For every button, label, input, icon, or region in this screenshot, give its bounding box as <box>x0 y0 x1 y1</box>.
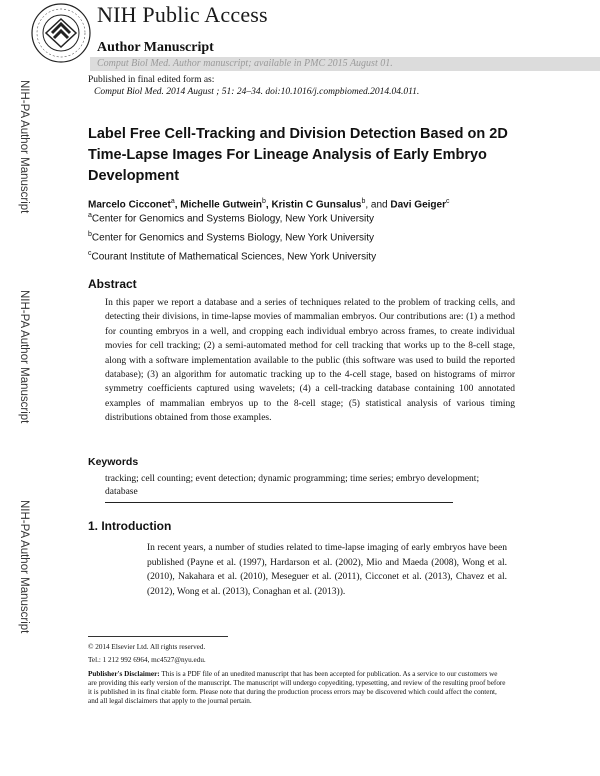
disclaimer-label: Publisher's Disclaimer: <box>88 670 160 678</box>
author-name: Marcelo Cicconet <box>88 199 171 211</box>
side-label-middle: NIH-PA Author Manuscript <box>18 290 30 424</box>
author-sup: c <box>445 198 450 205</box>
side-label-bottom: NIH-PA Author Manuscript <box>18 500 30 634</box>
affiliation-text: Center for Genomics and Systems Biology, New York University <box>91 232 375 244</box>
affiliation-sup: b <box>88 231 92 238</box>
author-sup: b <box>261 198 266 205</box>
author-separator: , and <box>365 199 391 211</box>
introduction-heading: 1. Introduction <box>88 519 172 533</box>
affiliation-a <box>88 212 374 224</box>
citation-text: Comput Biol Med. 2014 August ; 51: 24–34. doi:10.1016/j.compbiomed.2014.04.011. <box>94 87 420 97</box>
abstract-heading: Abstract <box>88 277 137 291</box>
author-separator: , <box>265 199 272 211</box>
author-sup: a <box>170 198 175 205</box>
affiliation-text: Courant Institute of Mathematical Sciences, New York University <box>91 251 377 263</box>
author-name: Kristin C Gunsalus <box>271 199 362 211</box>
author-manuscript-label: Author Manuscript <box>97 40 214 55</box>
affiliation-c <box>88 250 376 262</box>
published-in-label: Published in final edited form as: <box>88 75 215 85</box>
author-separator: , <box>174 199 181 211</box>
abstract-text: In this paper we report a database and a series of techniques related to the problem of tracking cells, and detecting their divisions, in time-lapse movies of mammalian embryos. Our contributions are: (1) a method for counting embryos in a well, and cropping each individual embryo across frames, to create individual movies for cell tracking; (2) a semi-automated method for cell tracking that works up to the 8-cell stage, along with a software implementation available to the public (this software was used to build the reported database); (3) an algorithm for automatic tracking up to the 4-cell stage, based on histograms of mirror symmetry coefficients captured using wavelets; (4) a cell-tracking database containing 100 annotated examples of mammalian embryos up to the 8-cell stage; (5) statistical analysis of various timing distributions obtained from those examples. <box>105 298 515 424</box>
disclaimer-text: This is a PDF file of an unedited manuscript that has been accepted for publication. As a service to our customers we are providing this early version of the manuscript. The manuscript will undergo copyediting, typesetting, and review of the resulting proof before it is published in its final citable form. Please note that during the production process errors may be discovered which could affect the content, and all legal disclaimers that apply to the journal pertain. <box>88 670 506 705</box>
journal-availability-line: Comput Biol Med. Author manuscript; available in PMC 2015 August 01. <box>97 58 393 69</box>
author-list <box>88 198 449 210</box>
affiliation-sup: c <box>88 250 92 257</box>
copyright-note: © 2014 Elsevier Ltd. All rights reserved. <box>88 643 206 651</box>
affiliation-b <box>88 231 374 243</box>
keywords-heading: Keywords <box>88 456 139 468</box>
affiliation-text: Center for Genomics and Systems Biology, New York University <box>91 213 375 225</box>
nih-logo <box>30 2 92 64</box>
article-title: Label Free Cell-Tracking and Division Detection Based on 2D Time-Lapse Images For Lineage Analysis of Early Embryo Development <box>88 126 508 184</box>
author-name: Michelle Gutwein <box>180 199 262 211</box>
publisher-disclaimer <box>88 670 508 706</box>
nih-public-access-title: NIH Public Access <box>97 2 268 27</box>
side-label-top: NIH-PA Author Manuscript <box>18 80 30 214</box>
keywords-text: tracking; cell counting; event detection; dynamic programming; time series; embryo development; database <box>105 474 480 497</box>
affiliation-sup: a <box>88 212 92 219</box>
citation-line <box>94 87 419 97</box>
footnote-divider <box>88 636 228 637</box>
author-sup: b <box>361 198 366 205</box>
keywords-divider <box>105 502 453 503</box>
author-name: Davi Geiger <box>390 199 446 211</box>
introduction-text: In recent years, a number of studies related to time-lapse imaging of early embryos have been published (Payne et al. (1997), Hardarson et al. (2002), Mio and Maeda (2008), Wong et al. (2010), Nakahara et al. (2010), Meseguer et al. (2011), Cicconet et al. (2013), Chavez et al. (2012), Wong et al. (2013), Conaghan et al. (2013)). <box>147 543 507 597</box>
contact-note: Tel.: 1 212 992 6964, mc4527@nyu.edu. <box>88 656 206 664</box>
